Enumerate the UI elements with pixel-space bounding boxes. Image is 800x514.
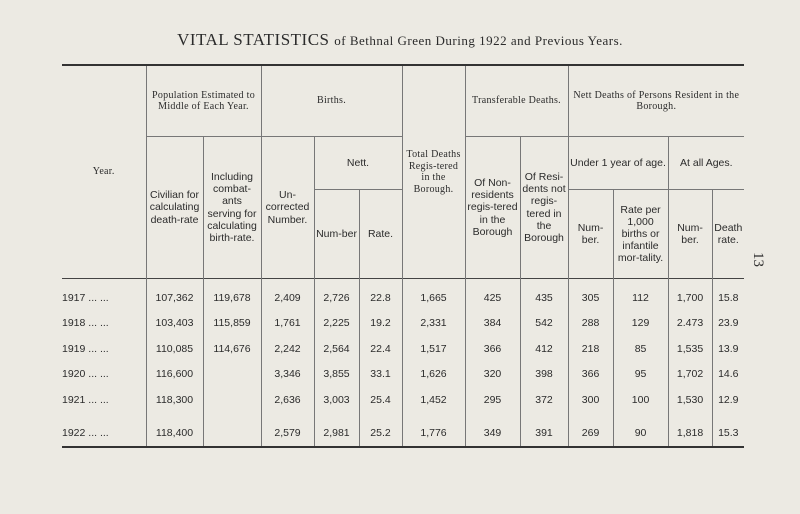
header-under1-rate: Rate per 1,000 births or infantile mor-tality. bbox=[613, 190, 668, 279]
spacer-cell bbox=[613, 413, 668, 421]
header-nett-rate: Rate. bbox=[359, 190, 402, 279]
cell-nonres: 384 bbox=[465, 311, 520, 337]
cell-resnot: 412 bbox=[520, 336, 568, 362]
cell-uncorrected: 1,761 bbox=[261, 311, 314, 337]
cell-nonres: 366 bbox=[465, 336, 520, 362]
cell-civilian: 118,400 bbox=[146, 421, 203, 448]
cell-all-rate: 15.3 bbox=[712, 421, 744, 448]
cell-all-num: 2.473 bbox=[668, 311, 712, 337]
cell-all-rate: 13.9 bbox=[712, 336, 744, 362]
header-nett: Nett. bbox=[314, 137, 402, 190]
cell-total: 1,517 bbox=[402, 336, 465, 362]
cell-u1-rate: 95 bbox=[613, 362, 668, 388]
vital-statistics-table bbox=[62, 64, 744, 448]
cell-nett-num: 2,726 bbox=[314, 279, 359, 311]
cell-uncorrected: 3,346 bbox=[261, 362, 314, 388]
cell-nonres: 295 bbox=[465, 387, 520, 413]
table-row bbox=[62, 362, 744, 388]
cell-resnot: 391 bbox=[520, 421, 568, 448]
cell-uncorrected: 2,242 bbox=[261, 336, 314, 362]
table-row bbox=[62, 421, 744, 448]
cell-all-num: 1,702 bbox=[668, 362, 712, 388]
cell-including: 114,676 bbox=[203, 336, 261, 362]
cell-u1-num: 300 bbox=[568, 387, 613, 413]
cell-nett-num: 3,003 bbox=[314, 387, 359, 413]
cell-u1-rate: 90 bbox=[613, 421, 668, 448]
header-year: Year. bbox=[92, 166, 115, 178]
cell-nett-num: 2,564 bbox=[314, 336, 359, 362]
cell-year: 1917 ... ... bbox=[62, 291, 109, 304]
cell-all-num: 1,818 bbox=[668, 421, 712, 448]
cell-resnot: 542 bbox=[520, 311, 568, 337]
cell-uncorrected: 2,579 bbox=[261, 421, 314, 448]
cell-year: 1922 ... ... bbox=[62, 421, 146, 448]
table-row bbox=[62, 311, 744, 337]
header-residents-not: Of Resi-dents not regis-tered in the Borough bbox=[520, 137, 568, 279]
cell-including bbox=[203, 387, 261, 413]
spacer-row bbox=[62, 413, 744, 421]
header-under1-number: Num-ber. bbox=[568, 190, 613, 279]
cell-nett-num: 2,225 bbox=[314, 311, 359, 337]
header-nett-deaths: Nett Deaths of Persons Resident in the Borough. bbox=[568, 65, 744, 137]
spacer-cell bbox=[261, 413, 314, 421]
cell-resnot: 372 bbox=[520, 387, 568, 413]
cell-nett-rate: 22.8 bbox=[359, 279, 402, 311]
cell-nett-num: 2,981 bbox=[314, 421, 359, 448]
cell-resnot: 398 bbox=[520, 362, 568, 388]
cell-nett-rate: 19.2 bbox=[359, 311, 402, 337]
spacer-cell bbox=[146, 413, 203, 421]
header-all-ages: At all Ages. bbox=[668, 137, 744, 190]
spacer-cell bbox=[359, 413, 402, 421]
header-nett-number: Num-ber bbox=[314, 190, 359, 279]
cell-u1-num: 305 bbox=[568, 279, 613, 311]
header-including-combatants: Including combat-ants serving for calculating birth-rate. bbox=[203, 137, 261, 279]
header-civilian: Civilian for calculating death-rate bbox=[146, 137, 203, 279]
cell-year: 1919 ... ... bbox=[62, 342, 109, 355]
cell-nett-rate: 25.4 bbox=[359, 387, 402, 413]
spacer-cell bbox=[62, 413, 146, 421]
table-row bbox=[62, 336, 744, 362]
cell-nett-num: 3,855 bbox=[314, 362, 359, 388]
spacer-cell bbox=[203, 413, 261, 421]
cell-all-num: 1,535 bbox=[668, 336, 712, 362]
cell-u1-num: 288 bbox=[568, 311, 613, 337]
cell-nonres: 425 bbox=[465, 279, 520, 311]
cell-nett-rate: 25.2 bbox=[359, 421, 402, 448]
header-population: Population Estimated to Middle of Each Year. bbox=[146, 65, 261, 137]
header-transferable-deaths: Transferable Deaths. bbox=[465, 65, 568, 137]
cell-u1-rate: 85 bbox=[613, 336, 668, 362]
header-uncorrected: Un-corrected Number. bbox=[261, 137, 314, 279]
title-main: VITAL STATISTICS bbox=[177, 30, 330, 49]
cell-total: 1,665 bbox=[402, 279, 465, 311]
cell-u1-num: 269 bbox=[568, 421, 613, 448]
cell-civilian: 118,300 bbox=[146, 387, 203, 413]
page-title bbox=[0, 30, 800, 50]
cell-uncorrected: 2,409 bbox=[261, 279, 314, 311]
cell-u1-num: 218 bbox=[568, 336, 613, 362]
cell-total: 2,331 bbox=[402, 311, 465, 337]
cell-total: 1,626 bbox=[402, 362, 465, 388]
cell-nett-rate: 22.4 bbox=[359, 336, 402, 362]
cell-civilian: 116,600 bbox=[146, 362, 203, 388]
page-number: 13 bbox=[750, 252, 766, 267]
cell-year: 1920 ... ... bbox=[62, 368, 109, 381]
header-births: Births. bbox=[261, 65, 402, 137]
cell-resnot: 435 bbox=[520, 279, 568, 311]
cell-all-num: 1,530 bbox=[668, 387, 712, 413]
spacer-cell bbox=[668, 413, 712, 421]
cell-u1-rate: 100 bbox=[613, 387, 668, 413]
cell-all-rate: 12.9 bbox=[712, 387, 744, 413]
spacer-cell bbox=[402, 413, 465, 421]
cell-civilian: 110,085 bbox=[146, 336, 203, 362]
cell-total: 1,452 bbox=[402, 387, 465, 413]
cell-u1-rate: 129 bbox=[613, 311, 668, 337]
cell-u1-num: 366 bbox=[568, 362, 613, 388]
header-total-deaths: Total Deaths Regis-tered in the Borough. bbox=[402, 65, 465, 279]
cell-year: 1918 ... ... bbox=[62, 317, 109, 330]
title-rest: of Bethnal Green During 1922 and Previous Years. bbox=[334, 33, 623, 48]
cell-nonres: 320 bbox=[465, 362, 520, 388]
header-under-1: Under 1 year of age. bbox=[568, 137, 668, 190]
spacer-cell bbox=[465, 413, 520, 421]
cell-all-rate: 15.8 bbox=[712, 279, 744, 311]
cell-civilian: 103,403 bbox=[146, 311, 203, 337]
cell-all-num: 1,700 bbox=[668, 279, 712, 311]
header-all-number: Num-ber. bbox=[668, 190, 712, 279]
cell-including bbox=[203, 421, 261, 448]
header-non-residents: Of Non-residents regis-tered in the Borough bbox=[465, 137, 520, 279]
table-row bbox=[62, 279, 744, 311]
cell-year: 1921 ... ... bbox=[62, 393, 109, 406]
cell-nonres: 349 bbox=[465, 421, 520, 448]
cell-including bbox=[203, 362, 261, 388]
cell-uncorrected: 2,636 bbox=[261, 387, 314, 413]
cell-all-rate: 14.6 bbox=[712, 362, 744, 388]
spacer-cell bbox=[568, 413, 613, 421]
cell-total: 1,776 bbox=[402, 421, 465, 448]
cell-u1-rate: 112 bbox=[613, 279, 668, 311]
spacer-cell bbox=[520, 413, 568, 421]
cell-including: 119,678 bbox=[203, 279, 261, 311]
cell-nett-rate: 33.1 bbox=[359, 362, 402, 388]
spacer-cell bbox=[712, 413, 744, 421]
cell-civilian: 107,362 bbox=[146, 279, 203, 311]
spacer-cell bbox=[314, 413, 359, 421]
table-row bbox=[62, 387, 744, 413]
cell-all-rate: 23.9 bbox=[712, 311, 744, 337]
header-death-rate: Death rate. bbox=[712, 190, 744, 279]
cell-including: 115,859 bbox=[203, 311, 261, 337]
